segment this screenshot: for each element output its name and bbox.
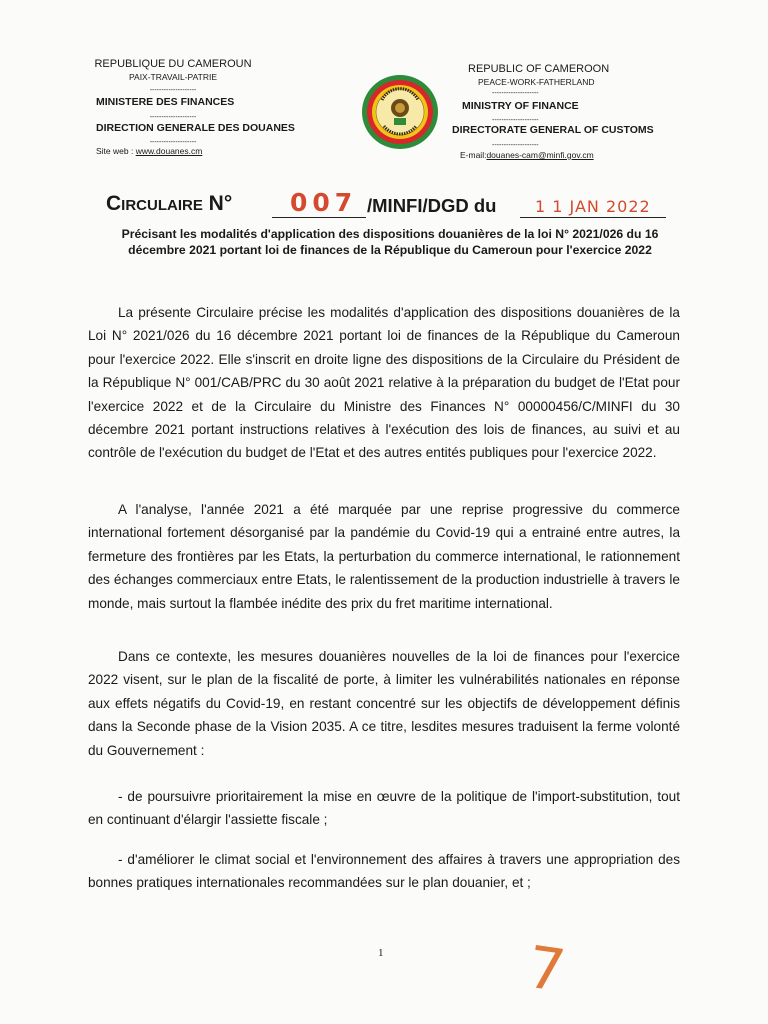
- subtitle: [90, 226, 690, 258]
- handwritten-mark: 7: [523, 932, 570, 1006]
- ministry-en: MINISTRY OF FINANCE: [462, 100, 579, 112]
- paragraph-analysis: A l'analyse, l'année 2021 a été marquée par une reprise progressive du commerce international fortement désorganisé par la pandémie du Covid-19 qui a entrainé entre autres, la fermeture des frontières par les Etats, la perturbation du commerce international, le rationnement des échanges commerciaux entre Etats, le ralentissement de la production industrielle à travers le monde, mais surtout la flambée inédite des prix du fret maritime international.: [88, 502, 680, 611]
- divider: --------------------: [492, 142, 539, 149]
- email-link[interactable]: douanes-cam@minfi.gov.cm: [486, 150, 594, 160]
- customs-logo: [360, 72, 440, 152]
- email-label: E-mail:: [460, 150, 487, 160]
- website-line: [96, 145, 202, 158]
- directorate-en: DIRECTORATE GENERAL OF CUSTOMS: [452, 124, 654, 136]
- subtitle-line-1: Précisant les modalités d'application des dispositions douanières de la loi N° 2021/026 du 16: [121, 227, 659, 241]
- header-left: [88, 58, 258, 97]
- website-link[interactable]: www.douanes.cm: [135, 146, 203, 156]
- title-suffix: /MINFI/DGD du: [367, 195, 497, 216]
- divider: --------------------: [149, 87, 197, 94]
- website-label: Site web :: [96, 146, 134, 156]
- bullet-business-climate: - d'améliorer le climat social et l'environnement des affaires à travers une appropriation des bonnes pratiques internationales recommandées sur le plan douanier, et ;: [88, 852, 680, 891]
- date-underline: [520, 217, 666, 218]
- divider: --------------------: [149, 114, 197, 121]
- motto-fr: PAIX-TRAVAIL-PATRIE: [128, 72, 217, 82]
- circular-number: 007: [290, 188, 358, 217]
- page-number: 1: [378, 947, 384, 959]
- ministry-fr: MINISTERE DES FINANCES: [96, 96, 235, 108]
- title-prefix: Circulaire N°: [106, 192, 233, 215]
- paragraph-intro: La présente Circulaire précise les modalités d'application des dispositions douanières de la Loi N° 2021/026 du 16 décembre 2021 portant loi de finances de la République du Cameroun pour l'exercice 2022. Elle s'inscrit en droite ligne des dispositions de la Circulaire du Président de la République N° 001/CAB/PRC du 30 août 2021 relative à la préparation du budget de l'Etat pour l'exercice 2022 et de la Circulaire du Ministre des Finances N° 00000456/C/MINFI du 30 décembre 2021 portant instructions relatives à l'exécution des lois de finances, au suivi et au contrôle de l'exécution du budget de l'Etat et des autres entités publiques pour l'exercice 2022.: [88, 305, 680, 461]
- country-en: REPUBLIC OF CAMEROON: [468, 63, 610, 75]
- circular-date: 1 1 JAN 2022: [535, 197, 651, 216]
- circular-title: [106, 192, 232, 216]
- divider: --------------------: [492, 117, 539, 124]
- subtitle-line-2: décembre 2021 portant loi de finances de la République du Cameroun pour l'exercice 2022: [128, 243, 652, 257]
- directorate-fr: DIRECTION GENERALE DES DOUANES: [96, 122, 295, 134]
- email-line: [460, 149, 594, 162]
- bullet-import-substitution: - de poursuivre prioritairement la mise en œuvre de la politique de l'import-substitution, tout en continuant d'élargir l'assiette fiscale ;: [88, 789, 680, 828]
- motto-en: PEACE-WORK-FATHERLAND: [478, 77, 595, 87]
- divider: --------------------: [492, 90, 539, 97]
- number-underline: [272, 217, 366, 218]
- divider: --------------------: [149, 139, 197, 146]
- customs-emblem-icon: [360, 72, 440, 152]
- country-fr: REPUBLIQUE DU CAMEROUN: [94, 58, 252, 70]
- paragraph-context: Dans ce contexte, les mesures douanières nouvelles de la loi de finances pour l'exercice 2022 visent, sur le plan de la fiscalité de porte, à limiter les vulnérabilités nationales en réponse aux effets négatifs du Covid-19, en restant concentré sur les objectifs de développement définis dans la Seconde phase de la Vision 2035. A ce titre, lesdites mesures traduisent la ferme volonté du Gouvernement :: [88, 649, 680, 758]
